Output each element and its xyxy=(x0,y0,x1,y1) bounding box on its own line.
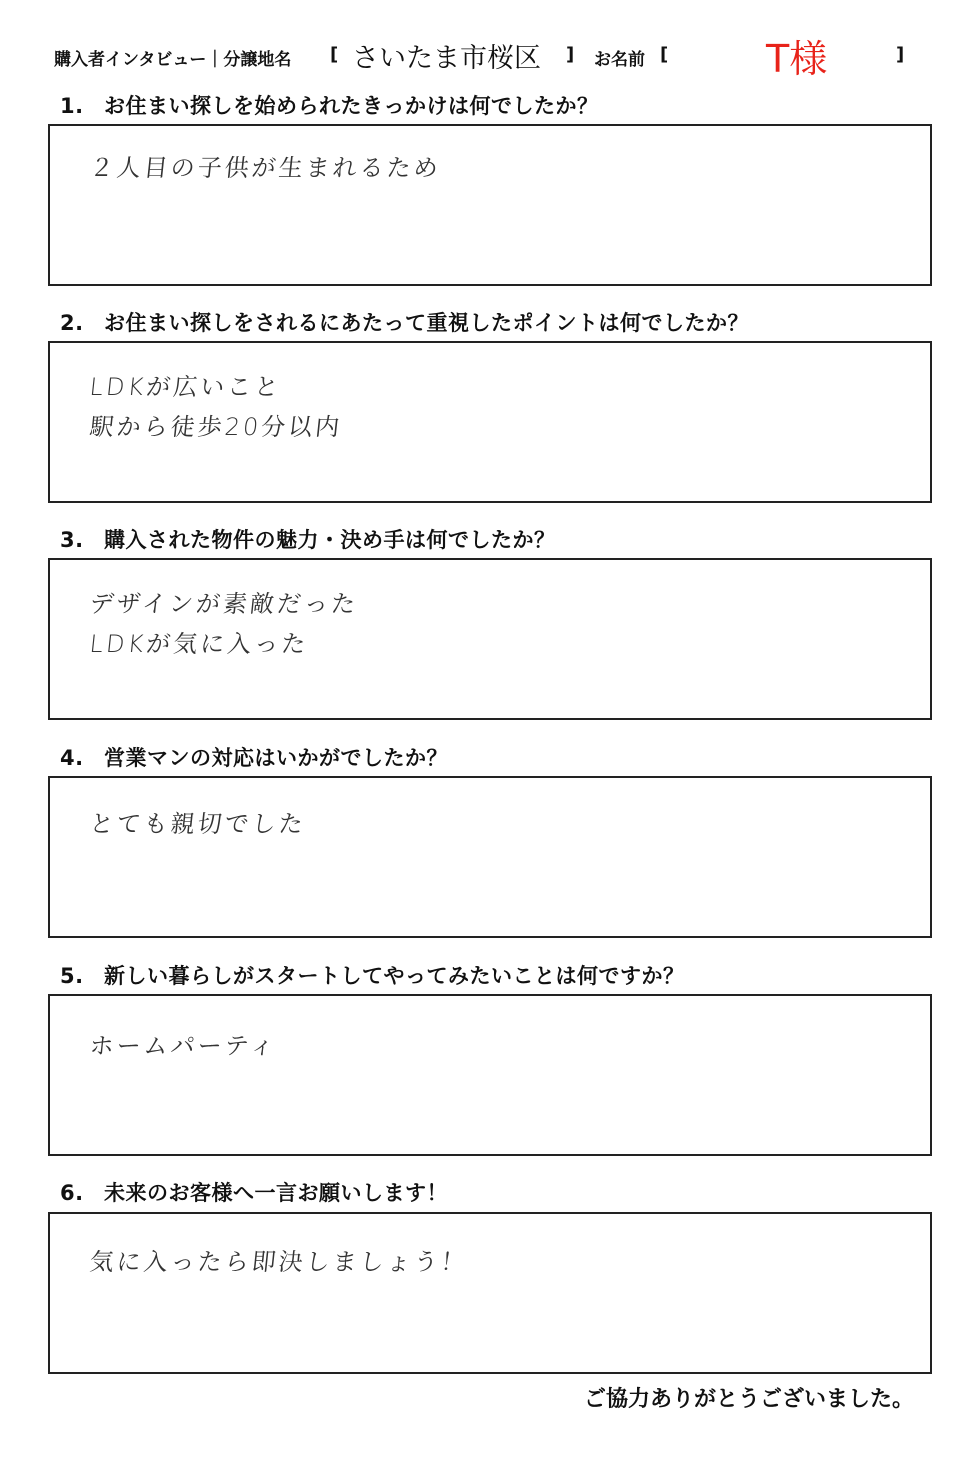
name-close-bracket: ] xyxy=(896,44,905,65)
form-header xyxy=(54,36,934,81)
answer-box-2 xyxy=(48,341,932,503)
question-number: 2. xyxy=(60,311,84,335)
name-open-bracket: [ xyxy=(660,44,669,65)
thanks-message: ご協力ありがとうございました。 xyxy=(583,1387,914,1412)
answer-line: ２人目の子供が生まれるため xyxy=(88,154,443,182)
question-5 xyxy=(60,960,685,990)
question-number: 6. xyxy=(60,1181,84,1205)
customer-name: T様 xyxy=(766,37,828,81)
area-open-bracket: [ xyxy=(330,44,339,65)
question-text: 新しい暮らしがスタートしてやってみたいことは何ですか？ xyxy=(104,964,685,988)
answer-line: 駅から徒歩20分以内 xyxy=(88,413,344,441)
answer-box-6 xyxy=(48,1212,932,1374)
answer-line: 気に入ったら即決しましょう！ xyxy=(88,1248,470,1276)
question-6 xyxy=(60,1177,448,1207)
question-number: 1. xyxy=(60,94,84,118)
answer-box-4 xyxy=(48,776,932,938)
question-number: 5. xyxy=(60,964,84,988)
answer-box-5 xyxy=(48,994,932,1156)
answer-line: LDKが気に入った xyxy=(88,630,310,658)
question-1 xyxy=(60,90,599,120)
question-2 xyxy=(60,307,749,337)
question-number: 3. xyxy=(60,528,84,552)
answer-line: デザインが素敵だった xyxy=(88,590,360,618)
area-close-bracket: ] xyxy=(566,44,575,65)
question-number: 4. xyxy=(60,746,84,770)
question-text: お住まい探しを始められたきっかけは何でしたか？ xyxy=(104,94,599,118)
interview-label: 購入者インタビュー｜分譲地名 xyxy=(54,50,292,70)
question-text: 購入された物件の魅力・決め手は何でしたか？ xyxy=(104,528,556,552)
answer-box-3 xyxy=(48,558,932,720)
answer-line: LDKが広いこと xyxy=(88,373,283,401)
answer-box-1 xyxy=(48,124,932,286)
question-text: 営業マンの対応はいかがでしたか？ xyxy=(104,746,448,770)
name-label: お名前 xyxy=(594,50,645,70)
question-text: お住まい探しをされるにあたって重視したポイントは何でしたか？ xyxy=(104,311,749,335)
question-4 xyxy=(60,742,448,772)
answer-line: とても親切でした xyxy=(88,810,308,838)
question-3 xyxy=(60,524,556,554)
answer-line: ホームパーティ xyxy=(88,1032,279,1060)
area-name: さいたま市桜区 xyxy=(352,43,541,74)
question-text: 未来のお客様へ一言お願いします！ xyxy=(104,1181,448,1205)
